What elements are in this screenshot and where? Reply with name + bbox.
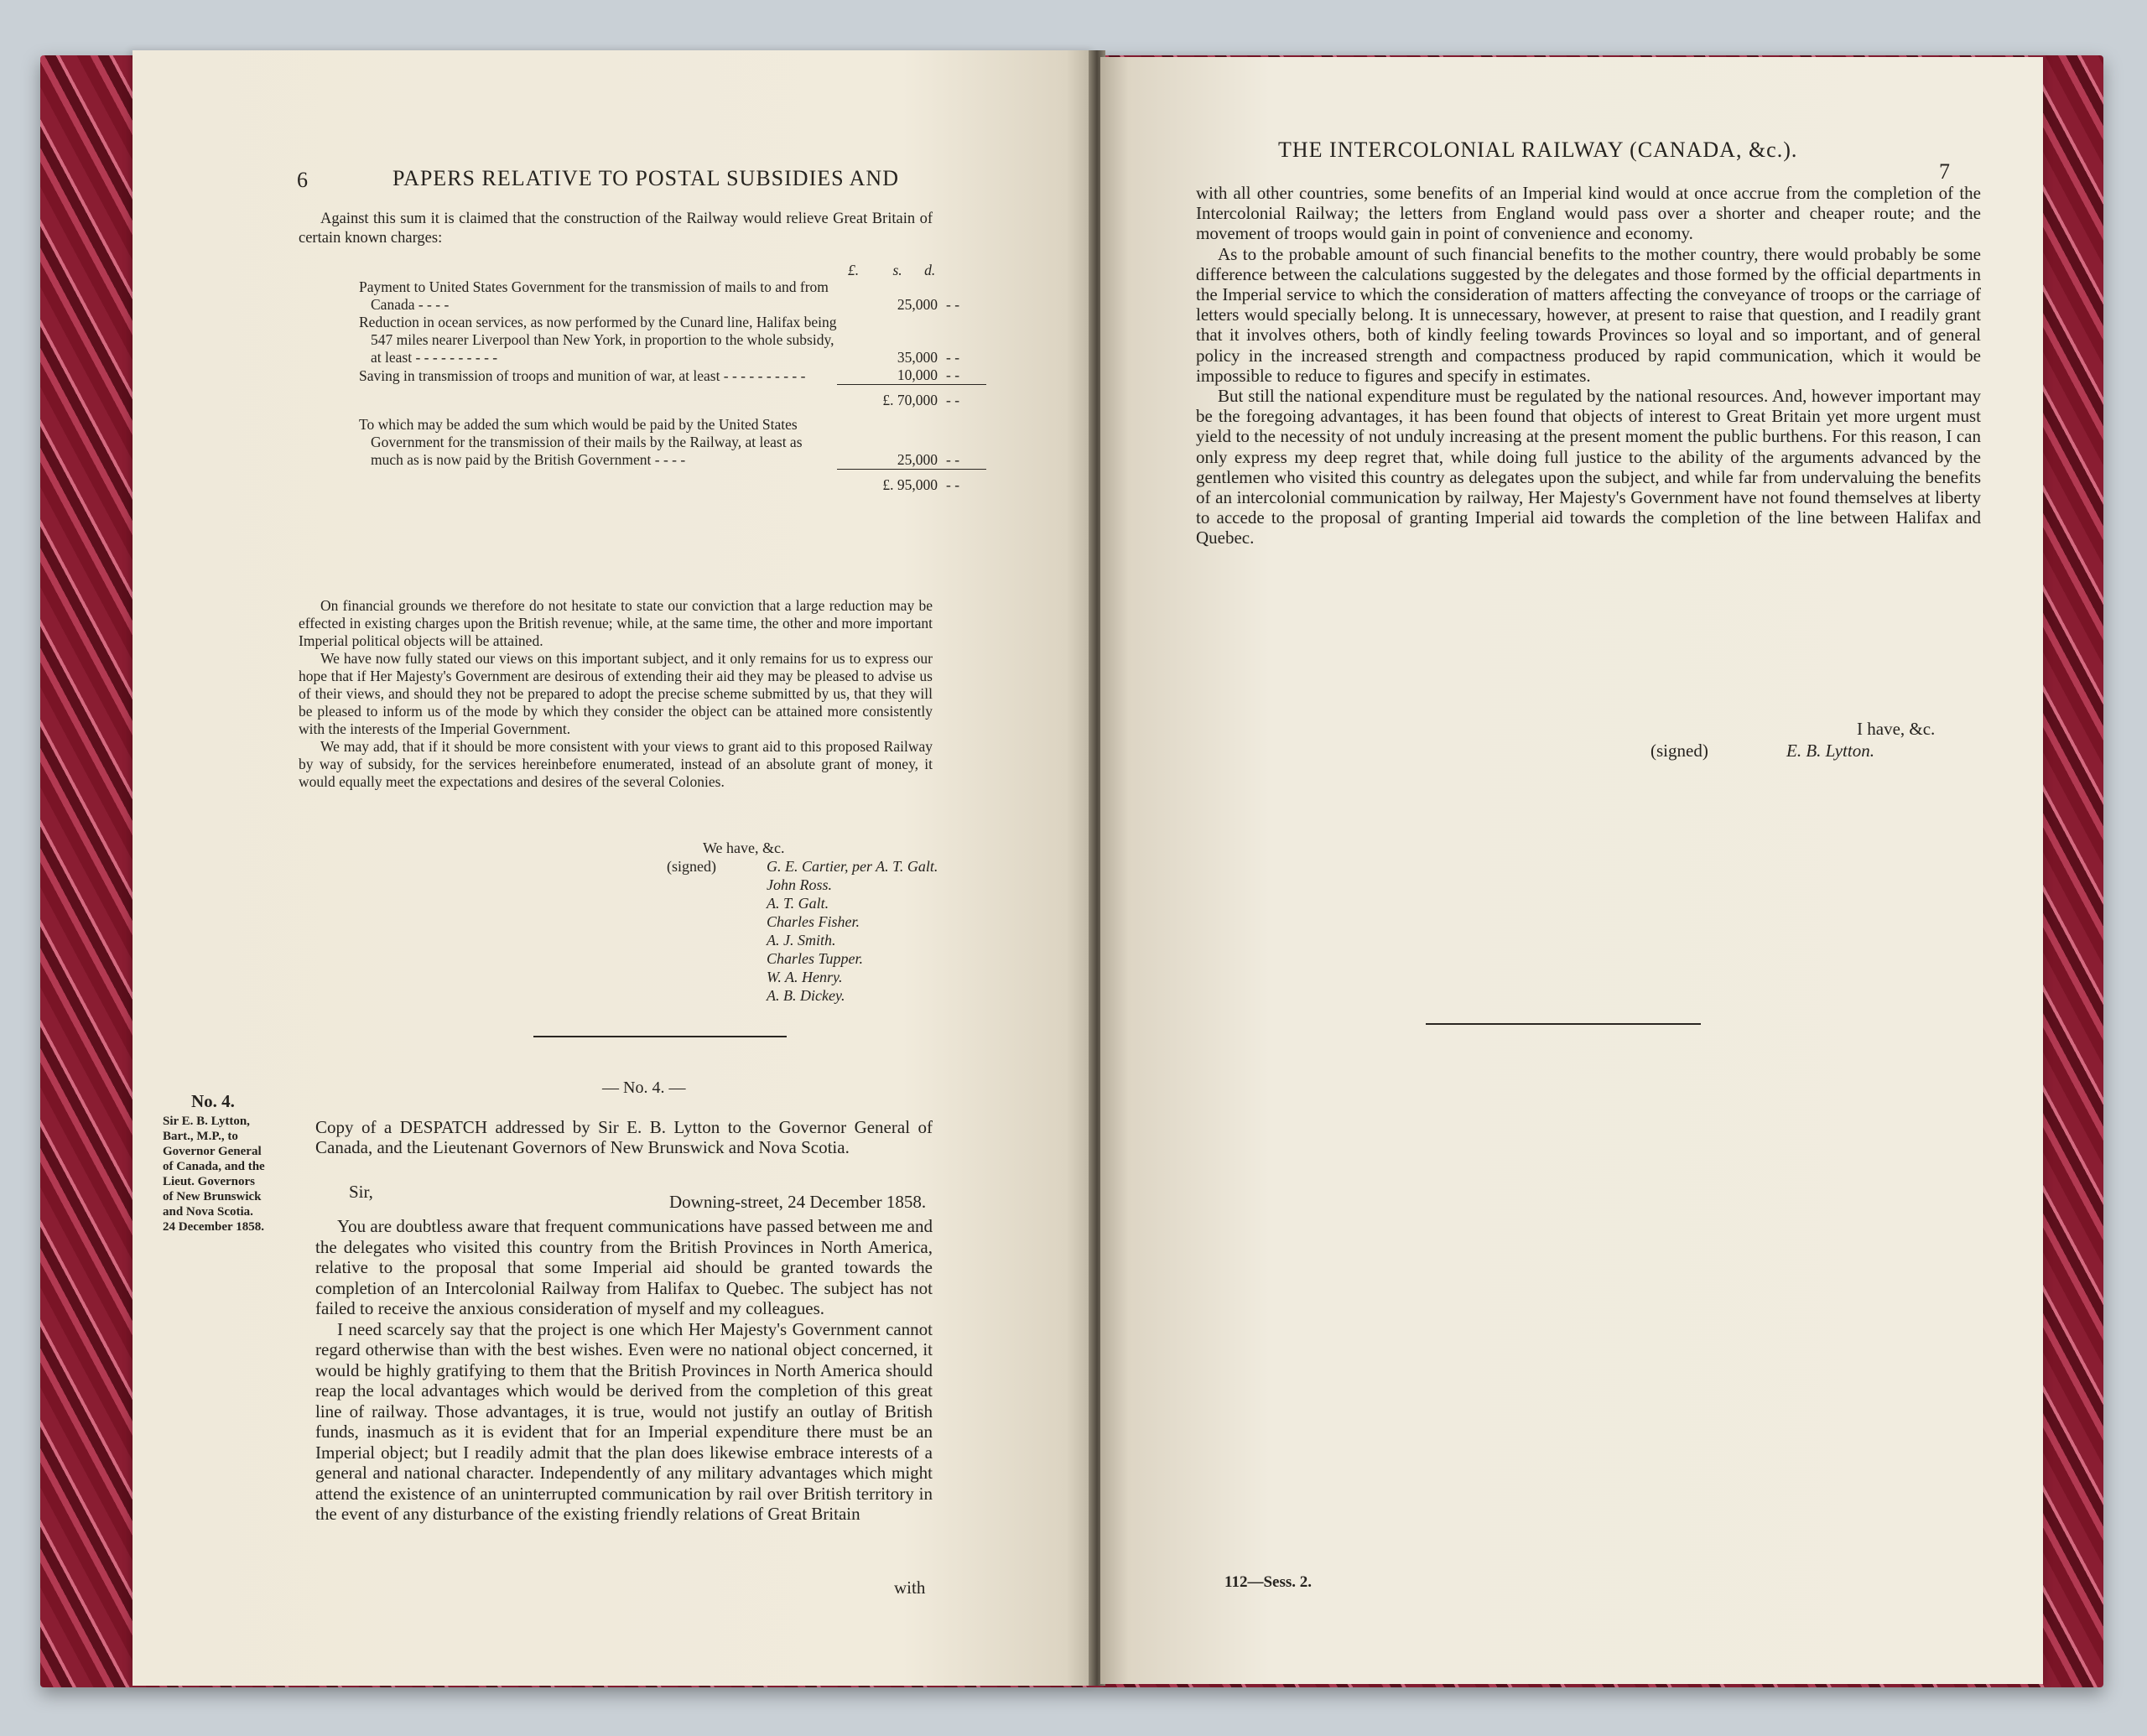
paragraph: We have now fully stated our views on this important subject, and it only remains for us to express our hope that if Her Majesty's Government are desirous of extending their aid they may be pleased to advise us of their views, and should they not be prepared to adopt the precise scheme submitted by us, that they will be pleased to inform us of the mode by which they consider the object can be attained more consistently with the interests of the Imperial Government. [299,650,933,737]
paragraph: But still the national expenditure must be regulated by the national resources. And, however important may be the foregoing advantages, it has been found that objects of interest to Great Britain yet more urgent must yield to the necessity of not unduly increasing at the present moment the public burthens. For this reason, I can only express my deep regret that, while doing full justice to the ability of the arguments advanced by the gentlemen who visited this country as delegates upon the subject, and while far from undervaluing the benefits of an intercolonial communication by railway, Her Majesty's Government have not found themselves at liberty to accede to the proposal of granting Imperial aid towards the completion of the line between Halifax and Quebec. [1196,386,1981,548]
charge-amount: 25,000 [897,296,938,313]
total-amount: £. 95,000 [837,469,946,501]
subtotal-row [359,385,986,417]
salutation: Sir, [349,1182,373,1202]
left-page [133,50,1095,1686]
signed-label: (signed) [1651,741,1708,761]
shillings-header: s. [892,262,902,278]
total-row [359,469,986,501]
pence-header: d. [924,262,936,278]
margin-note-line: Bart., M.P., to [163,1130,238,1143]
margin-note-line: of New Brunswick [163,1190,262,1203]
paragraph: I need scarcely say that the project is one which Her Majesty's Government cannot regard otherwise than with the best wishes. Even were no national object concerned, it would be highly gratifying to them that the British Provinces in North America should reap the local advantages which would be derived from the completion of this great line of railway. Those advantages, it is true, would not justify an outlay of British funds, inasmuch as it is evident that for an Imperial expenditure there must be an Imperial object; but I readily admit that the plan does likewise embrace interests of a general and national character. Independently of any military advantages which might attend the existence of an uninterrupted communication by rail over British territory in the event of any disturbance of the existing friendly relations of Great Britain [315,1318,933,1524]
margin-note-line: and Nova Scotia. [163,1205,253,1219]
charge-sd: - - [946,366,960,383]
charge-sd: - - [946,349,960,366]
catchword: with [894,1577,926,1598]
charge-amount: 10,000 [897,366,938,383]
paragraph: On financial grounds we therefore do not hesitate to state our conviction that a large reduction may be effected in existing charges upon the British revenue; while, at the same time, the other and more important Imperial political objects will be attained. [299,597,933,649]
signatory: Charles Tupper. [767,950,864,967]
signatory: A. J. Smith. [767,932,836,949]
despatch-title-text: Copy of a DESPATCH addressed by Sir E. B. Lytton to the Governor General of Canada, and the Lieutenant Governors of New Brunswick and Nova Scotia. [315,1117,933,1157]
table-row [359,416,986,469]
right-page [1100,57,2043,1684]
margin-note [163,1091,305,1234]
table-row [359,278,986,314]
signed-label: (signed) [667,858,716,875]
charge-item: Reduction in ocean services, as now performed by the Cunard line, Halifax being 547 miles nearer Liverpool than New York, in proportion to the whole subsidy, at least - - - - - - - - - - [359,314,837,366]
margin-note-number: No. 4. [191,1091,235,1111]
currency-headers [848,262,982,279]
paragraph: You are doubtless aware that frequent communications have passed between me and the delegates who visited this country from the British Provinces in North America, relative to the proposal that some Imperial aid should be granted towards the completion of an Intercolonial Railway from Halifax to Quebec. The subject has not failed to receive the anxious consideration of myself and my colleagues. [315,1216,933,1318]
charge-item: Payment to United States Government for the transmission of mails to and from Canada - - - - [359,278,829,313]
margin-note-line: Sir E. B. Lytton, [163,1115,250,1128]
margin-note-line: 24 December 1858. [163,1220,264,1234]
paragraph: with all other countries, some benefits of an Imperial kind would at once accrue from the completion of the Intercolonial Railway; the letters from England would pass over a shorter and cheaper route; and the movement of troops would gain in point of convenience and economy. [1196,183,1981,244]
paragraph: We may add, that if it should be more consistent with your views to grant aid to this proposed Railway by way of subsidy, for the services hereinbefore enumerated, instead of an absolute grant of money, it would equally meet the expectations and desires of the several Colonies. [299,738,933,790]
margin-note-line: Governor General [163,1145,262,1158]
additional-amount: 25,000 [897,450,938,468]
charge-amount: 35,000 [897,349,938,366]
margin-note-line: of Canada, and the [163,1160,265,1173]
charge-item: Saving in transmission of troops and munition of war, at least - - - - - - - - - - [359,366,806,384]
subtotal-amount: £. 70,000 [837,385,946,417]
closing: I have, &c. [1857,719,1936,739]
section-divider [533,1036,787,1037]
signatory: E. B. Lytton. [1786,741,1874,761]
page-number: 7 [1939,159,1950,184]
subtotal-sd: - - [946,385,986,417]
despatch-title [315,1117,933,1157]
despatch-body [315,1216,933,1525]
dateline: Downing-street, 24 December 1858. [669,1192,927,1212]
closing: We have, &c. [703,839,785,856]
signatory: W. A. Henry. [767,969,843,985]
intro-text: Against this sum it is claimed that the construction of the Railway would relieve Great Britain of certain known charges: [299,211,933,247]
signatories [767,857,938,1005]
section-heading: — No. 4. — [602,1079,686,1097]
table-row [359,314,986,366]
table-row [359,366,986,385]
paragraph: As to the probable amount of such financial benefits to the mother country, there would probably be some difference between the calculations suggested by the delegates and those formed by the official departments in the Imperial service to which the consideration of matters affecting the conveyance of troops or the carriage of letters would specially belong. It is unnecessary, however, at present to raise that question, and I readily grant that it involves others, both of kindly feeling towards Provinces so loyal and so important, and of general policy in the increased strength and compactness produced by rapid communication, which it would be impossible to reduce to figures and specify in estimates. [1196,243,1981,386]
pounds-header: £. [848,262,860,278]
page-number: 6 [297,168,308,192]
running-head: PAPERS RELATIVE TO POSTAL SUBSIDIES AND [392,166,899,190]
additional-item: To which may be added the sum which would be paid by the United States Government for the transmission of their mails by the Railway, at least as much as is now paid by the British Government - - - - [359,416,803,468]
signatory: A. B. Dickey. [767,987,845,1004]
signatory: Charles Fisher. [767,913,860,930]
body-paragraphs [299,597,933,791]
margin-note-line: Lieut. Governors [163,1175,255,1188]
signatory: John Ross. [767,876,832,893]
total-sd: - - [946,469,986,501]
footer-session: 112—Sess. 2. [1224,1573,1312,1591]
running-head: THE INTERCOLONIAL RAILWAY (CANADA, &c.). [1278,138,1798,162]
signatory: G. E. Cartier, per A. T. Galt. [767,858,938,875]
charge-sd: - - [946,296,960,313]
signatory: A. T. Galt. [767,895,829,912]
closing-rule [1426,1023,1701,1025]
additional-sd: - - [946,450,960,468]
body-paragraphs [1196,183,1981,548]
charges-table [359,278,986,501]
